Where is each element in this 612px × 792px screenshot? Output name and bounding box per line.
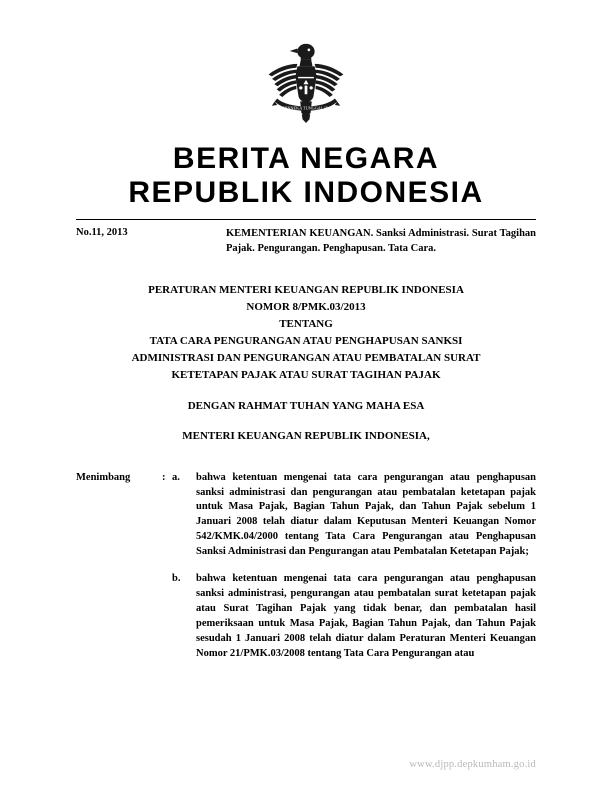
consideration-item-a	[76, 471, 536, 560]
masthead-line-1: BERITA NEGARA	[172, 142, 440, 175]
issue-line	[76, 226, 536, 256]
considerations-label: Menimbang	[76, 471, 131, 483]
issue-number: No.11, 2013	[76, 226, 128, 238]
footer-watermark: www.djpp.depkumham.go.id	[409, 759, 536, 770]
title-line-6: KETETAPAN PAJAK ATAU SURAT TAGIHAN PAJAK	[171, 369, 441, 382]
masthead-divider	[76, 219, 536, 220]
consideration-marker-b: b.	[172, 573, 181, 585]
consideration-item-b	[76, 572, 536, 661]
title-line-8: MENTERI KEUANGAN REPUBLIK INDONESIA,	[182, 429, 430, 442]
consideration-text-b: bahwa ketentuan mengenai tata cara pengurangan atau penghapusan sanksi administrasi, pengurangan atau pembatalan surat ketetapan pajak atau Surat Tagihan Pajak yang tidak benar, dan pembatalan hasil pemeriksaan untuk Masa Pajak, Bagian Tahun Pajak, dan Tahun Pajak sesudah 1 Januari 2008 telah diatur dalam Peraturan Menteri Keuangan Nomor 21/PMK.03/2008 tentang Tata Cara Pengurangan atau	[196, 573, 536, 659]
considerations-colon: :	[162, 471, 166, 483]
svg-text:BHINNEKA TUNGGAL IKA: BHINNEKA TUNGGAL IKA	[280, 105, 332, 111]
title-line-3: TENTANG	[279, 318, 333, 331]
title-line-1: PERATURAN MENTERI KEUANGAN REPUBLIK INDONESIA	[148, 284, 464, 297]
masthead	[76, 143, 536, 210]
issue-subject: KEMENTERIAN KEUANGAN. Sanksi Administrasi. Surat Tagihan Pajak. Pengurangan. Penghapusan. Tata Cara.	[226, 227, 536, 254]
title-line-7: DENGAN RAHMAT TUHAN YANG MAHA ESA	[187, 399, 425, 412]
title-line-5: ADMINISTRASI DAN PENGURANGAN ATAU PEMBATALAN SURAT	[131, 352, 481, 365]
emblem-container	[76, 0, 536, 139]
title-block	[76, 282, 536, 444]
masthead-line-2: REPUBLIK INDONESIA	[128, 176, 484, 210]
considerations-section	[76, 471, 536, 662]
garuda-pancasila-emblem	[258, 38, 354, 134]
consideration-marker-a: a.	[172, 471, 180, 483]
title-line-4: TATA CARA PENGURANGAN ATAU PENGHAPUSAN SANKSI	[149, 335, 463, 348]
consideration-text-a: bahwa ketentuan mengenai tata cara pengurangan atau penghapusan sanksi administrasi dan pengurangan atau pembatalan ketetapan pajak untuk Masa Pajak, Bagian Tahun Pajak, dan Tahun Pajak sebelum 1 Januari 2008 telah diatur dalam Keputusan Menteri Keuangan Nomor 542/KMK.04/2000 tentang Tata Cara Pengurangan atau Penghapusan Sanksi Administrasi dan Pengurangan atau Pembatalan Ketetapan Pajak;	[196, 471, 536, 558]
title-line-2: NOMOR 8/PMK.03/2013	[246, 301, 366, 314]
